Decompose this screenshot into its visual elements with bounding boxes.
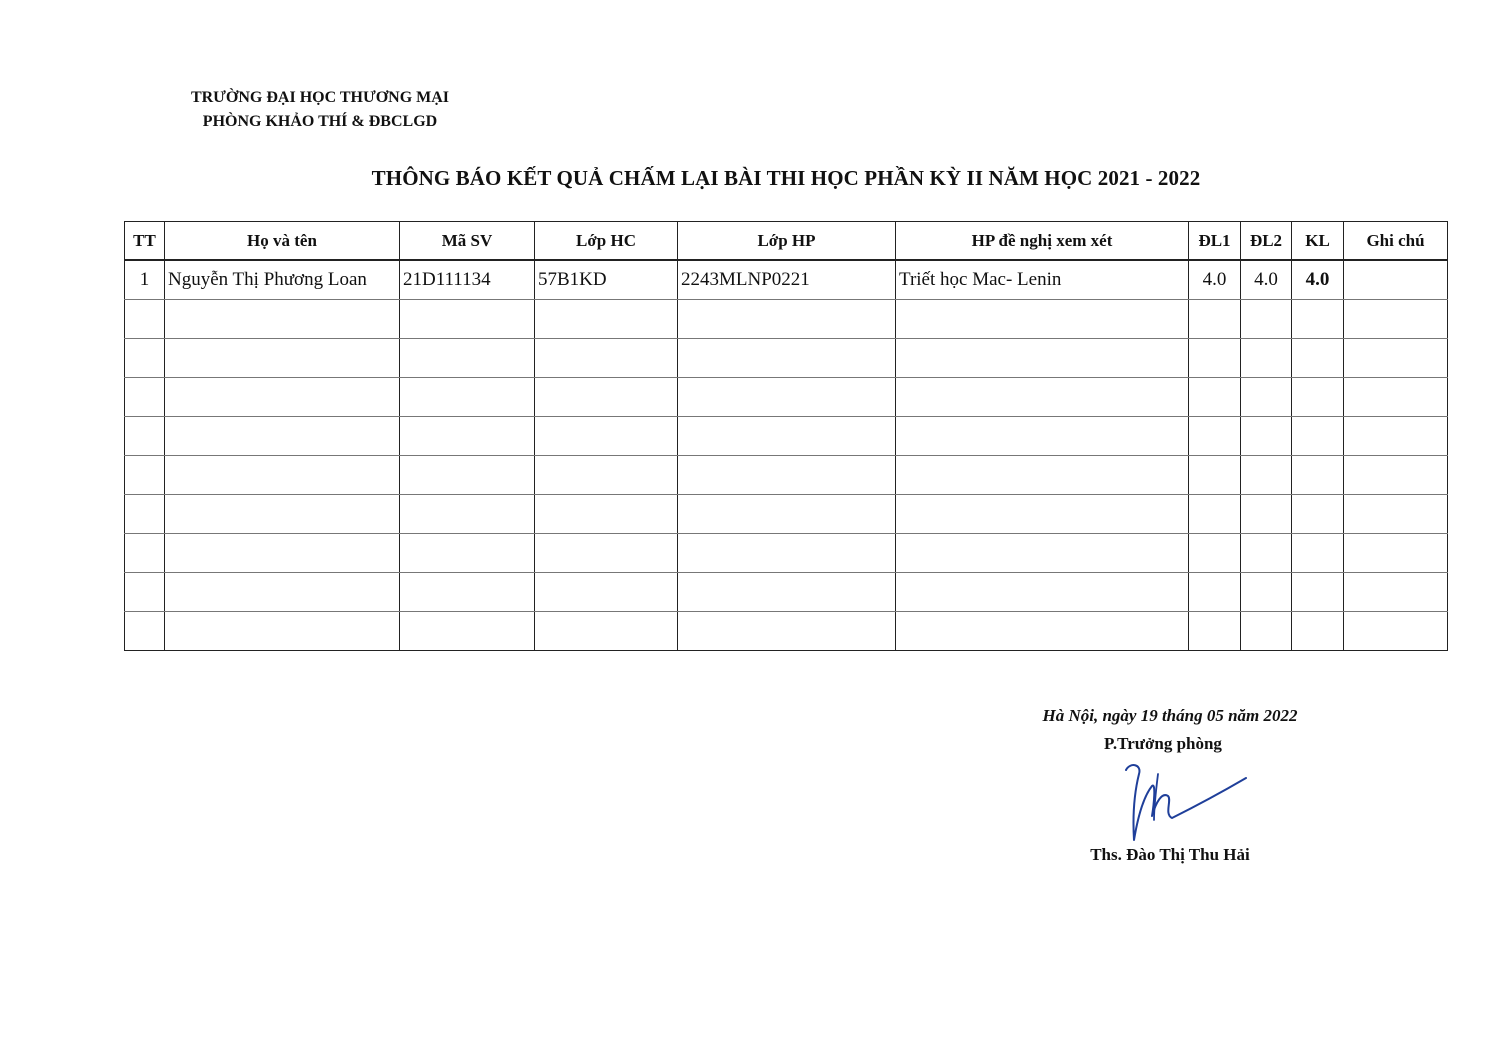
handwritten-signature [1112,756,1252,846]
cell-full-name [165,612,400,651]
cell-dl1: 4.0 [1189,260,1241,300]
cell-dl2 [1241,573,1292,612]
document-header [160,86,480,134]
table-row [125,300,1448,339]
table-header-row [125,222,1448,261]
cell-course-requested [896,495,1189,534]
cell-note [1344,573,1448,612]
cell-student-id [400,573,535,612]
column-header-course-class: Lớp HP [678,222,896,261]
cell-full-name [165,573,400,612]
cell-dl2 [1241,495,1292,534]
cell-course-class [678,534,896,573]
table-row [125,378,1448,417]
cell-full-name [165,495,400,534]
column-header-note: Ghi chú [1344,222,1448,261]
cell-full-name [165,300,400,339]
cell-admin-class [535,573,678,612]
cell-full-name [165,339,400,378]
cell-course-requested [896,378,1189,417]
cell-full-name: Nguyễn Thị Phương Loan [165,260,400,300]
cell-student-id [400,339,535,378]
cell-admin-class [535,300,678,339]
cell-admin-class [535,456,678,495]
cell-tt [125,417,165,456]
cell-note [1344,378,1448,417]
cell-note [1344,300,1448,339]
cell-course-requested [896,456,1189,495]
cell-dl1 [1189,378,1241,417]
cell-admin-class [535,495,678,534]
cell-dl2: 4.0 [1241,260,1292,300]
cell-note [1344,417,1448,456]
cell-dl1 [1189,456,1241,495]
cell-tt [125,573,165,612]
cell-dl1 [1189,339,1241,378]
cell-full-name [165,417,400,456]
university-name: TRƯỜNG ĐẠI HỌC THƯƠNG MẠI [190,89,450,106]
cell-admin-class [535,417,678,456]
column-header-admin-class: Lớp HC [535,222,678,261]
column-header-kl: KL [1292,222,1344,261]
cell-note [1344,612,1448,651]
table-row [125,456,1448,495]
cell-dl2 [1241,612,1292,651]
cell-full-name [165,378,400,417]
cell-note [1344,456,1448,495]
cell-student-id [400,534,535,573]
signer-role: P.Trưởng phòng [1104,734,1222,753]
cell-tt [125,339,165,378]
cell-course-class [678,417,896,456]
cell-tt [125,495,165,534]
column-header-tt: TT [125,222,165,261]
cell-student-id [400,300,535,339]
cell-note [1344,534,1448,573]
column-header-dl1: ĐL1 [1189,222,1241,261]
document-title: THÔNG BÁO KẾT QUẢ CHẤM LẠI BÀI THI HỌC PHẦN KỲ II NĂM HỌC 2021 - 2022 [371,166,1201,190]
cell-kl [1292,612,1344,651]
cell-note [1344,260,1448,300]
cell-kl [1292,378,1344,417]
table-row [125,417,1448,456]
cell-dl1 [1189,534,1241,573]
cell-course-requested [896,417,1189,456]
table-row [125,573,1448,612]
cell-tt [125,456,165,495]
cell-tt [125,300,165,339]
cell-course-requested [896,612,1189,651]
cell-dl1 [1189,417,1241,456]
cell-kl: 4.0 [1292,260,1344,300]
cell-course-class: 2243MLNP0221 [678,260,896,300]
cell-kl [1292,534,1344,573]
cell-course-class [678,456,896,495]
cell-course-class [678,339,896,378]
cell-student-id: 21D111134 [400,260,535,300]
column-header-full-name: Họ và tên [165,222,400,261]
cell-kl [1292,456,1344,495]
cell-dl1 [1189,495,1241,534]
table-row [125,495,1448,534]
cell-student-id [400,495,535,534]
cell-course-class [678,300,896,339]
cell-dl1 [1189,300,1241,339]
cell-admin-class [535,378,678,417]
cell-kl [1292,339,1344,378]
date-line: Hà Nội, ngày 19 tháng 05 năm 2022 [1042,706,1298,725]
cell-dl2 [1241,456,1292,495]
column-header-student-id: Mã SV [400,222,535,261]
cell-course-requested [896,300,1189,339]
cell-course-class [678,378,896,417]
cell-tt [125,534,165,573]
cell-admin-class [535,612,678,651]
cell-dl2 [1241,300,1292,339]
cell-kl [1292,573,1344,612]
cell-kl [1292,495,1344,534]
signer-name: Ths. Đào Thị Thu Hải [1090,845,1250,864]
cell-course-class [678,495,896,534]
cell-admin-class [535,534,678,573]
cell-admin-class [535,339,678,378]
cell-dl2 [1241,378,1292,417]
cell-course-requested [896,534,1189,573]
cell-tt [125,612,165,651]
cell-course-requested [896,573,1189,612]
signature-block [1000,702,1340,758]
cell-course-requested [896,339,1189,378]
cell-course-requested: Triết học Mac- Lenin [896,260,1189,300]
cell-dl1 [1189,573,1241,612]
cell-student-id [400,612,535,651]
cell-student-id [400,456,535,495]
cell-dl2 [1241,534,1292,573]
table-row [125,612,1448,651]
department-name: PHÒNG KHẢO THÍ & ĐBCLGD [202,113,438,130]
results-table [124,221,1448,651]
cell-dl1 [1189,612,1241,651]
cell-course-class [678,573,896,612]
cell-dl2 [1241,339,1292,378]
table-row [125,260,1448,300]
cell-kl [1292,300,1344,339]
column-header-dl2: ĐL2 [1241,222,1292,261]
cell-student-id [400,417,535,456]
cell-course-class [678,612,896,651]
cell-tt [125,378,165,417]
cell-kl [1292,417,1344,456]
cell-full-name [165,456,400,495]
column-header-course-requested: HP đề nghị xem xét [896,222,1189,261]
cell-note [1344,339,1448,378]
cell-tt: 1 [125,260,165,300]
cell-note [1344,495,1448,534]
table-row [125,534,1448,573]
cell-dl2 [1241,417,1292,456]
cell-full-name [165,534,400,573]
cell-admin-class: 57B1KD [535,260,678,300]
cell-student-id [400,378,535,417]
table-row [125,339,1448,378]
